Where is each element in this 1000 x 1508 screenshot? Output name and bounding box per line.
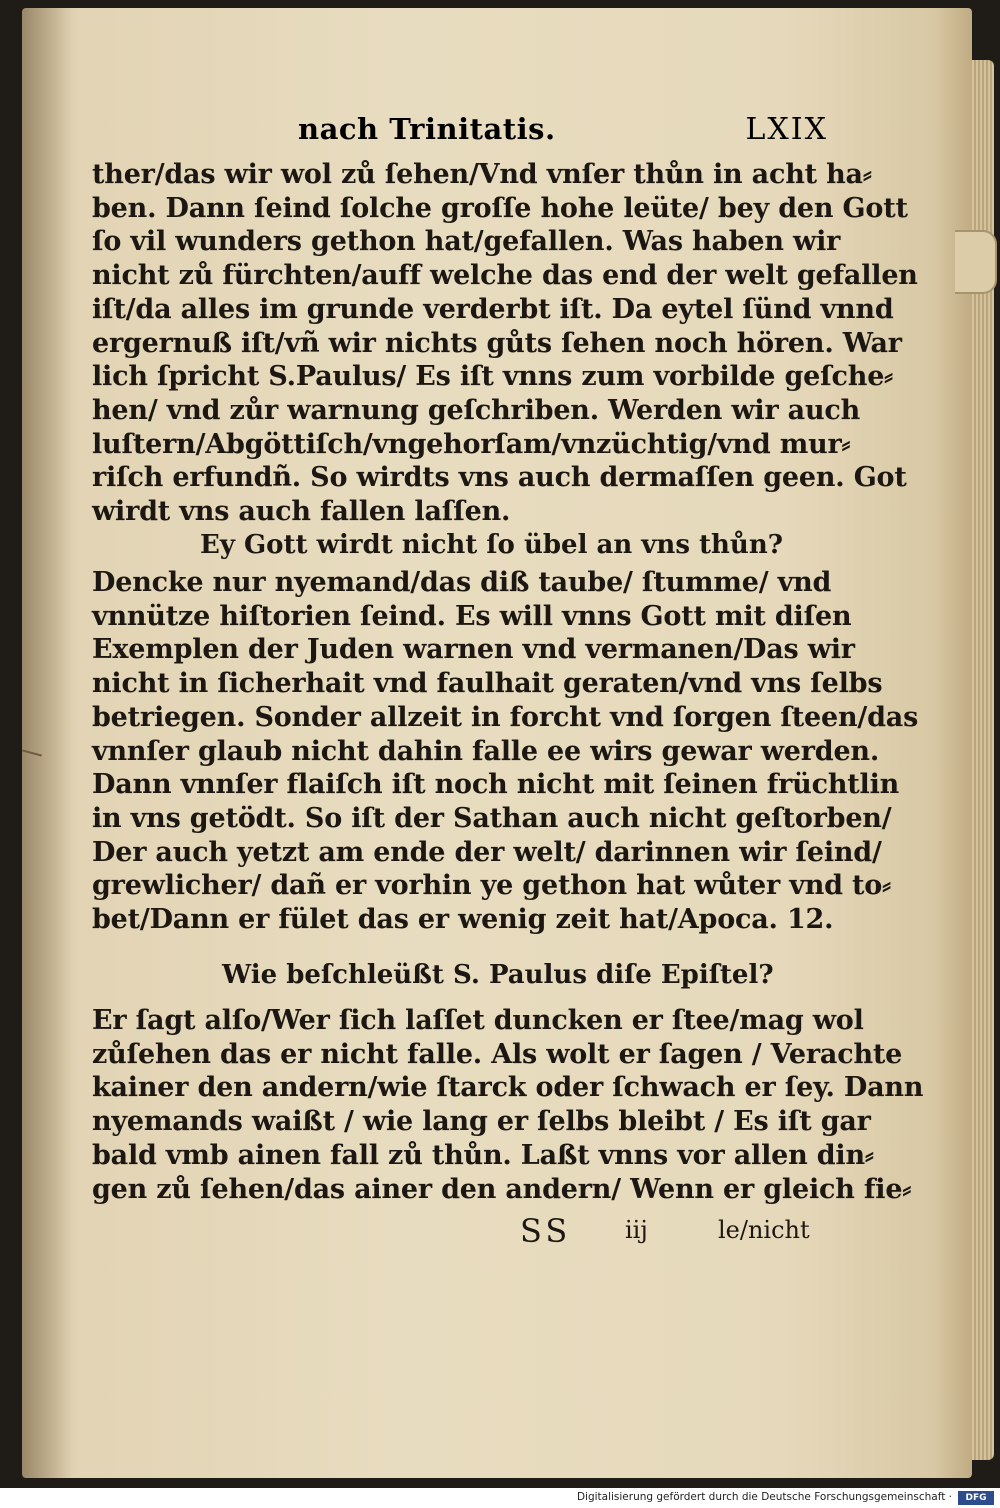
text-line: ſo vil wunders gethon hat/gefallen. Was haben wir	[92, 226, 841, 258]
text-line: nicht in ſicherhait vnd faulhait geraten/vnd vns ſelbs	[92, 668, 883, 700]
paragraph-1	[92, 158, 918, 529]
text-line: wirdt vns auch fallen laſſen.	[92, 496, 511, 528]
signature-line	[520, 1212, 830, 1252]
text-line: Er ſagt alſo/Wer ſich laſſet duncken er ſtee/mag wol	[92, 1005, 864, 1036]
text-line: ergernuß iſt/vñ wir nichts gůts ſehen noch hören. War	[92, 327, 902, 359]
text-line: kainer den andern/wie ſtarck oder ſchwach er ſey. Dann	[92, 1072, 924, 1104]
text-line: zůſehen das er nicht falle. Als wolt er ſagen / Verachte	[92, 1038, 903, 1070]
page-header	[298, 112, 828, 152]
catchword: le/nicht	[718, 1216, 810, 1244]
text-line: riſch erfundñ. So wirdts vns auch dermaſſen geen. Got	[92, 462, 907, 494]
text-line: gen zů ſehen/das ainer den andern/ Wenn er gleich fie⸗	[92, 1173, 912, 1205]
text-line: Dann vnnſer flaiſch iſt noch nicht mit ſeinen früchtlin	[92, 769, 900, 801]
text-line: vnnſer glaub nicht dahin falle ee wirs gewar werden.	[92, 735, 880, 767]
text-line: nyemands waißt / wie lang er ſelbs bleibt / Es iſt gar	[92, 1106, 871, 1138]
question-heading-1: Ey Gott wirdt nicht ſo übel an vns thůn?	[200, 530, 783, 560]
text-line: nicht zů fürchten/auff welche das end der welt gefallen	[92, 260, 918, 292]
folio-number: LXIX	[745, 112, 828, 147]
text-line: luſtern/Abgöttiſch/vngehorſam/vnzüchtig/vnd mur⸗	[92, 428, 851, 460]
text-line: bet/Dann er fület das er wenig zeit hat/Apoca. 12.	[92, 904, 834, 936]
text-line: bald vmb ainen fall zů thůn. Laßt vnns vor allen din⸗	[92, 1139, 874, 1171]
text-line: hen/ vnd zůr warnung geſchriben. Werden wir auch	[92, 394, 861, 426]
funding-credit: Digitalisierung gefördert durch die Deutsche Forschungsgemeinschaft ·	[576, 1491, 952, 1503]
question-heading-2: Wie beſchleüßt S. Paulus diſe Epiſtel?	[222, 960, 774, 990]
text-line: iſt/da alles im grunde verderbt iſt. Da eytel ſünd vnnd	[92, 293, 894, 325]
paragraph-3	[92, 1004, 924, 1206]
gutter-shadow	[22, 8, 72, 1478]
signature-mark: SS	[520, 1212, 572, 1250]
text-line: ben. Dann ſeind ſolche groſſe hohe leüte/ bey den Gott	[92, 192, 908, 224]
text-line: ther/das wir wol zů ſehen/Vnd vnſer thůn in acht ha⸗	[92, 159, 872, 190]
text-line: grewlicher/ dañ er vorhin ye gethon hat wůter vnd to⸗	[92, 870, 891, 902]
footer-bar	[0, 1488, 1000, 1508]
text-line: betriegen. Sonder allzeit in forcht vnd ſorgen ſteen/das	[92, 701, 919, 733]
text-line: in vns getödt. So iſt der Sathan auch nicht geſtorben/	[92, 802, 892, 834]
text-line: lich ſpricht S.Paulus/ Es iſt vnns zum vorbilde geſche⸗	[92, 361, 893, 393]
paragraph-2	[92, 566, 919, 937]
running-title: nach Trinitatis.	[298, 112, 556, 146]
text-line: Der auch yetzt am ende der welt/ darinnen wir ſeind/	[92, 836, 882, 868]
text-line: vnnütze hiſtorien ſeind. Es will vnns Gott mit diſen	[92, 600, 852, 632]
dfg-logo: DFG	[958, 1491, 994, 1505]
signature-number: iij	[625, 1216, 648, 1244]
text-line: Exemplen der Juden warnen vnd vermanen/Das wir	[92, 634, 855, 666]
text-line: Dencke nur nyemand/das diß taube/ ſtumme/ vnd	[92, 567, 832, 598]
bookmark-tab	[955, 230, 997, 294]
